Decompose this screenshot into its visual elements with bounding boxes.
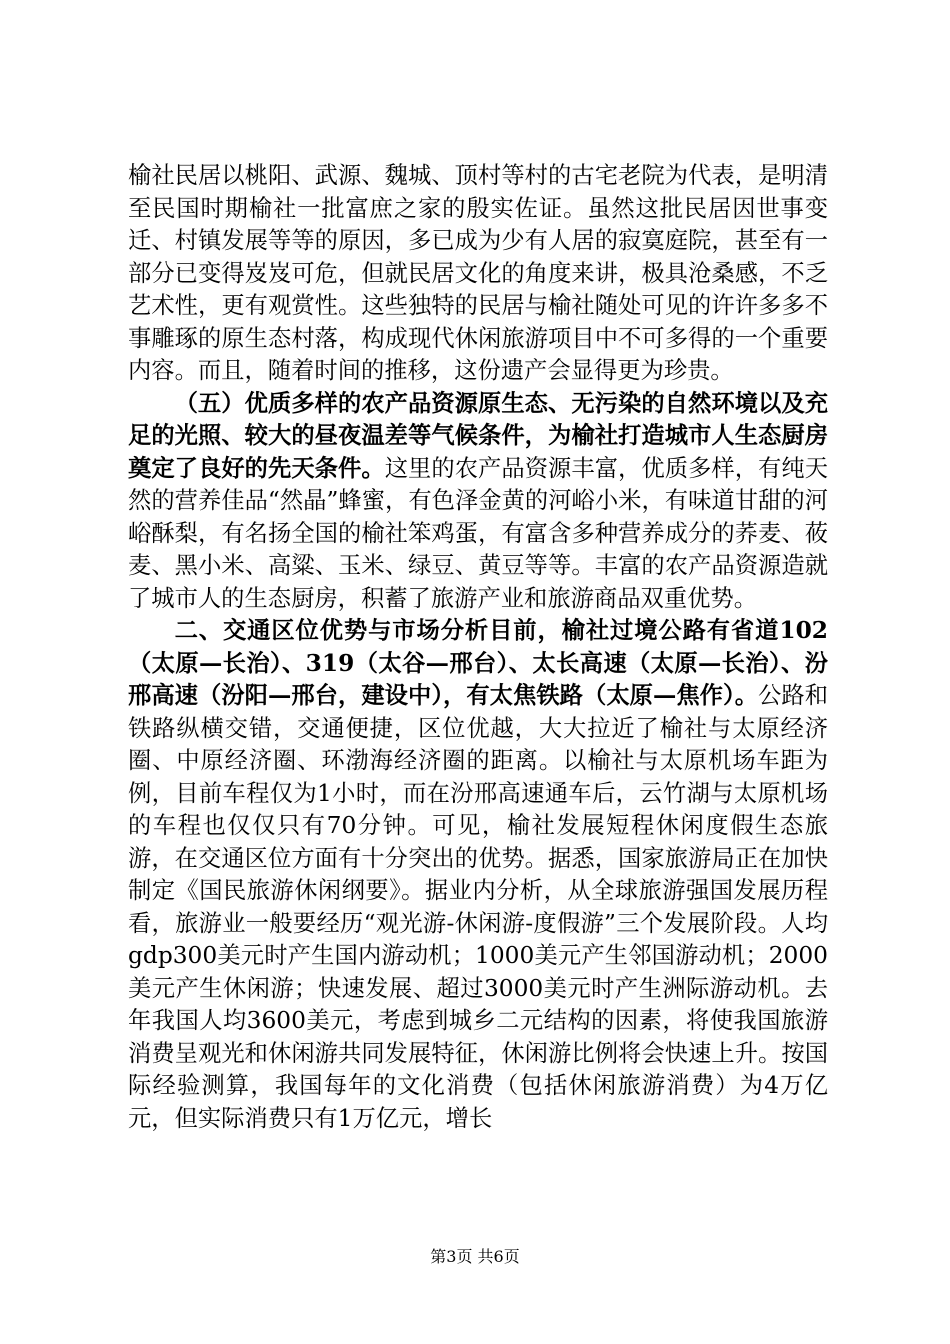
- paragraph-2-text: 这里的农产品资源丰富，优质多样，有纯天然的营养佳品“然晶”蜂蜜，有色泽金黄的河峪小米，有味道甘甜的河峪酥梨，有名扬全国的榆社笨鸡蛋，有富含多种营养成分的荞麦、莜麦、黑小米、高粱、玉米、绿豆、黄豆等等。丰富的农产品资源造就了城市人的生态厨房，积蓄了旅游产业和旅游商品双重优势。: [128, 454, 829, 612]
- page-number: 第3页 共6页: [430, 1247, 520, 1266]
- body-text: [128, 160, 828, 1135]
- paragraph-2-heading: （五）优质多样的农产品资源原生态、无污染的自然环境以及充足的光照、较大的昼夜温差等气候条件，为榆社打造城市人生态厨房奠定了良好的先天条件。: [128, 389, 828, 482]
- paragraph-1: [128, 160, 828, 388]
- paragraph-3: [128, 615, 828, 1135]
- paragraph-3-text: 公路和铁路纵横交错，交通便捷，区位优越，大大拉近了榆社与太原经济圈、中原经济圈、环渤海经济圈的距离。以榆社与太原机场车距为例，目前车程仅为1小时，而在汾邢高速通车后，云竹湖与太原机场的车程也仅仅只有70分钟。可见，榆社发展短程休闲度假生态旅游，在交通区位方面有十分突出的优势。据悉，国家旅游局正在加快制定《国民旅游休闲纲要》。据业内分析，从全球旅游强国发展历程看，旅游业一般要经历“观光游-休闲游-度假游”三个发展阶段。人均gdp300美元时产生国内游动机；1000美元产生邻国游动机；2000美元产生休闲游；快速发展、超过3000美元时产生洲际游动机。去年我国人均3600美元，考虑到城乡二元结构的因素，将使我国旅游消费呈观光和休闲游共同发展特征，休闲游比例将会快速上升。按国际经验测算，我国每年的文化消费（包括休闲旅游消费）为4万亿元，但实际消费只有1万亿元，增长: [128, 682, 829, 1132]
- paragraph-1-text: 榆社民居以桃阳、武源、魏城、顶村等村的古宅老院为代表，是明清至民国时期榆社一批富庶之家的殷实佐证。虽然这批民居因世事变迁、村镇发展等等的原因，多已成为少有人居的寂寞庭院，甚至有一部分已变得岌岌可危，但就民居文化的角度来讲，极具沧桑感，不乏艺术性，更有观赏性。这些独特的民居与榆社随处可见的许许多多不事雕琢的原生态村落，构成现代休闲旅游项目中不可多得的一个重要内容。而且，随着时间的推移，这份遗产会显得更为珍贵。: [128, 162, 828, 384]
- page-footer: [0, 1247, 950, 1267]
- paragraph-2: [128, 388, 828, 616]
- paragraph-3-heading: 二、交通区位优势与市场分析目前，榆社过境公路有省道102（太原—长治）、319（太谷—邢台）、太长高速（太原—长治）、汾邢高速（汾阳—邢台，建设中），有太焦铁路（太原—焦作）。: [128, 617, 828, 709]
